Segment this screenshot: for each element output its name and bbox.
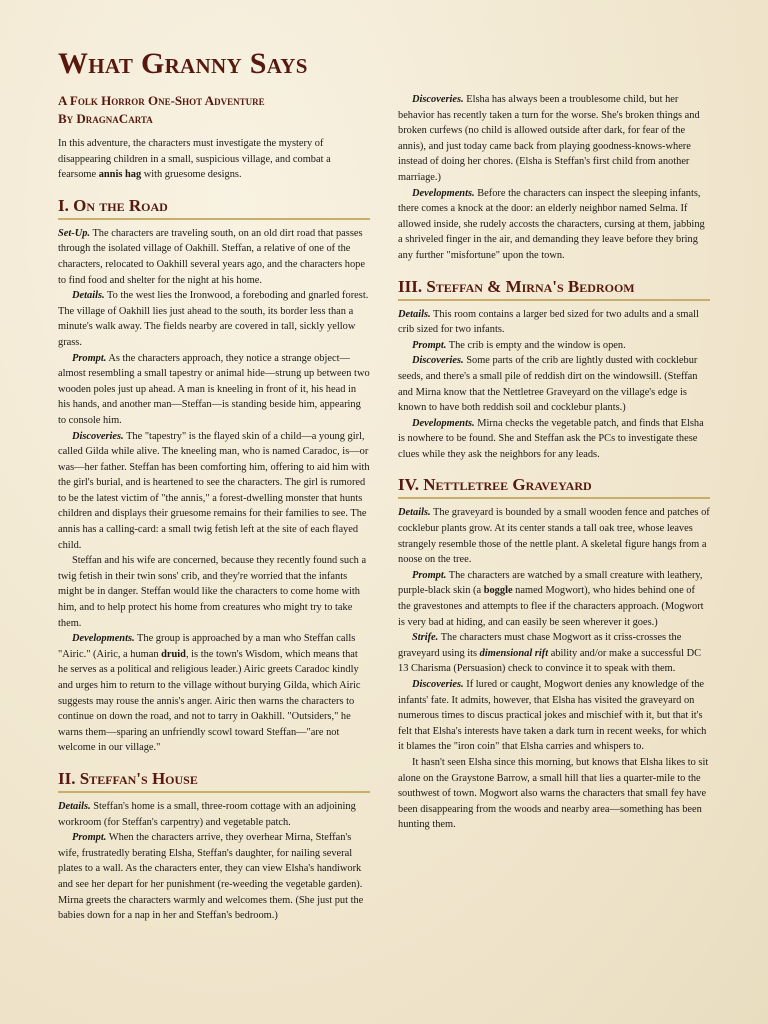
left-column [58,42,370,1024]
discoveries-paragraph: Discoveries. Elsha has always been a troublesome child, but her behavior has recently taken a turn for the worse. She's broken things and broken curfews (no child is allowed outside after dark, for fear of the annis), and just today came back from playing goodness-knows-where instead of doing her chores. (Elsha is Steffan's first child from another marriage.) [398,94,700,183]
subtitle-author: By DragnaCarta [58,111,153,126]
body-paragraph: It hasn't seen Elsha since this morning, but knows that Elsha likes to sit alone on the Graystone Barrow, a small hill that lies a quarter-mile to the southwest of town. Mogwort also warns the characters that small fey have been disappearing from the woods and nearby area—something has been hunting them. [398,756,709,831]
prompt-paragraph: Prompt. The characters are watched by a small creature with leathery, purple-black skin (a boggle named Mogwort), who hides behind one of the gravestones and attempts to flee if the characters approach. (Mogwort is very bad at hiding, and can easily be seen wherever it goes.) [398,569,704,628]
details-paragraph: Details. The graveyard is bounded by a small wooden fence and patches of cocklebur plants grow. At its center stands a tall oak tree, whose leaves strangely resemble those of the nettle plant. A skeletal figure hangs from a noose on the tree. [398,507,710,566]
setup-paragraph: Set-Up. The characters are traveling south, on an old dirt road that passes through the isolated village of Oakhill. Steffan, a relative of one of the characters, relocated to Oakhill several years ago, and the characters hope to find food and shelter for the night at his home. [58,227,365,286]
details-paragraph: Details. Steffan's home is a small, three-room cottage with an adjoining workroom (for Steffan's carpentry) and vegetable patch. [58,800,356,828]
discoveries-paragraph: Discoveries. The "tapestry" is the flayed skin of a child—a young girl, called Gilda while alive. The kneeling man, who is named Caradoc, is—or was—her father. Steffan has been comforting him, offering to aid him with the girl's burial, and is heartened to see the characters. The girl is rumored to be the latest victim of "the annis," a forest-dwelling monster that hunts children and displays their gruesome remains for their families to see. The annis has a calling-card: a small twig fetish left at the site of each flayed child. [58,430,370,551]
intro-paragraph: In this adventure, the characters must investigate the mystery of disappearing children in a small, suspicious village, and combat a fearsome annis hag with gruesome designs. [58,138,331,181]
strife-paragraph: Strife. The characters must chase Mogwort as it criss-crosses the graveyard using its dimensional rift ability and/or make a successful DC 13 Charisma (Persuasion) check to convince it to speak with them. [398,632,702,675]
prompt-paragraph: Prompt. As the characters approach, they notice a strange object—almost resembling a small tapestry or animal hide—strung up between two wooden poles just up ahead. A man is kneeling in front of it, his head in his hands, and another man—Steffan—is standing beside him, appearing to console him. [58,352,370,426]
developments-paragraph: Developments. Before the characters can inspect the sleeping infants, there comes a knock at the door: an elderly neighbor named Selma. If allowed inside, she rudely accosts the characters, cursing at them, jabbing a shriveled finger in the air, and demanding they leave before they bring any further "misfortune" upon the town. [398,187,705,261]
details-paragraph: Details. This room contains a larger bed sized for two adults and a small crib sized for two infants. [398,308,699,336]
annis-hag-link: annis hag [98,169,142,181]
prompt-paragraph: Prompt. The crib is empty and the window is open. [412,339,626,351]
prompt-paragraph: Prompt. When the characters arrive, they overhear Mirna, Steffan's wife, frustratedly berating Elsha, Steffan's daughter, for nailing several plates to a wall. As the characters enter, they can view Elsha's handiwork and see her depart for her punishment (re-weeding the vegetable garden). Mirna greets the characters warmly and welcomes them. (She just put the babies down for a nap in her and Steffan's bedroom.) [58,832,364,922]
body-paragraph: Steffan and his wife are concerned, because they recently found such a twig fetish in their twin sons' crib, and they're worried that the infants might be in danger. Steffan would like the characters to come home with him, and to help protect his home from creatures who might try to take them. [58,555,367,629]
subtitle-adventure: A Folk Horror One-Shot Adventure [58,93,265,108]
section-heading-on-the-road: I. On the Road [58,195,370,220]
section-heading-graveyard: IV. Nettletree Graveyard [398,474,710,499]
page-title: What Granny Says [58,47,308,80]
section-heading-bedroom: III. Steffan & Mirna's Bedroom [398,276,710,301]
section-heading-steffans-house: II. Steffan's House [58,768,370,793]
discoveries-paragraph: Discoveries. If lured or caught, Mogwort denies any knowledge of the infants' fate. It admits, however, that Elsha has visited the graveyard on numerous times to discus practical jokes and mischief with it, but that it's felt that Elsha's interests have taken a dark turn in recent weeks, for which it blames the "iron coin" that Elsha carries and whispers to. [398,679,707,753]
developments-paragraph: Developments. The group is approached by a man who Steffan calls "Airic." (Airic, a human druid, is the town's Wisdom, which means that he serves as a political and religious leader.) Airic greets Caradoc kindly and urges him to return to the village without burying Gilda, which Airic suggests may rouse the annis's anger. Airic then warns the characters to continue on down the road, and not to tarry in Oakhill. "Outsiders," he warns them—sparing an unfriendly scowl toward Steffan—"are not welcome in our village." [58,633,361,754]
details-paragraph: Details. To the west lies the Ironwood, a foreboding and gnarled forest. The village of Oakhill lies just ahead to the south, its border less than a minute's walk away. The fields nearby are covered in tall, sickly yellow grass. [58,290,369,348]
discoveries-paragraph: Discoveries. Some parts of the crib are lightly dusted with cocklebur seeds, and there's a small pile of reddish dirt on the windowsill. (Steffan and Mirna know that the Nettletree Graveyard on the village's edge is known to have both reddish soil and cocklebur plants.) [398,355,698,414]
developments-paragraph: Developments. Mirna checks the vegetable patch, and finds that Elsha is nowhere to be found. She and Steffan ask the PCs to investigate these clues while they ask the neighbors for any leads. [398,417,704,460]
right-column [398,42,710,1024]
